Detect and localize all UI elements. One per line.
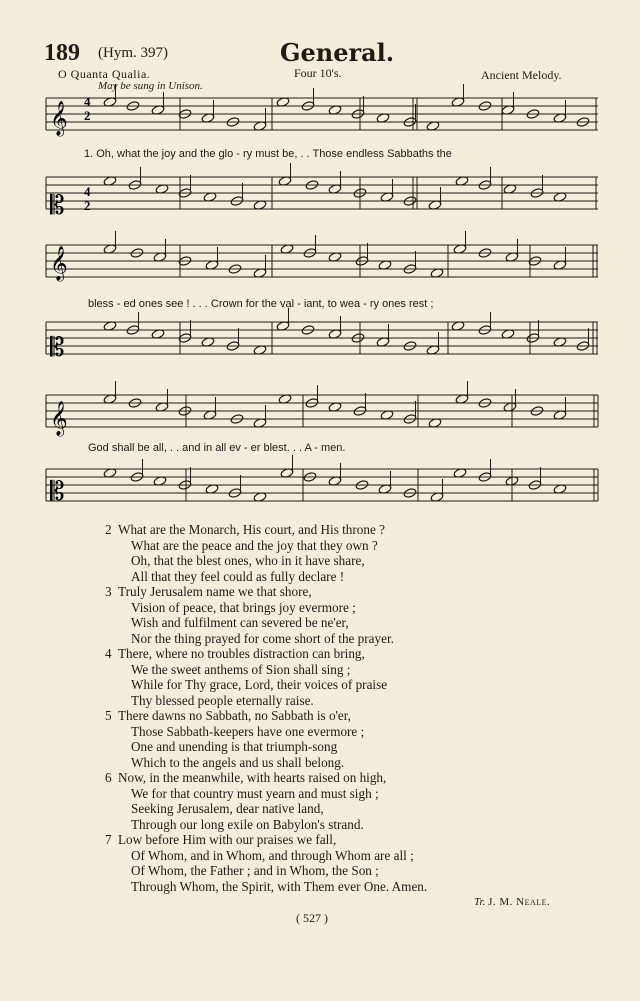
verse-line — [118, 739, 427, 755]
lyrics-line: bless - ed ones see ! . . . Crown for the val - iant, to wea - ry ones rest ; — [88, 298, 434, 310]
translator-credit — [474, 896, 550, 908]
verse-number: 3 — [105, 584, 112, 599]
composer: Ancient Melody. — [481, 68, 562, 82]
translator-name: J. M. Neale. — [488, 896, 551, 908]
verse-text: Thy blessed people eternally raise. — [131, 692, 314, 708]
verse-text: Through Whom, the Spirit, with Them ever One. Amen. — [131, 878, 428, 894]
verse-line — [118, 879, 427, 895]
verse-line — [118, 538, 427, 554]
meter: Four 10's. — [294, 66, 342, 80]
treble-clef-icon: 𝄞 — [50, 246, 68, 281]
verse-text: All that they feel could as fully declare ! — [131, 568, 345, 584]
performance-direction: May be sung in Unison. — [98, 80, 203, 92]
verse-text: There dawns no Sabbath, no Sabbath is o'er, — [118, 708, 351, 723]
verse-line — [118, 801, 427, 817]
verse-line — [118, 863, 427, 879]
verse-text: Nor the thing prayed for come short of the prayer. — [131, 630, 394, 646]
verse-text: Oh, that the blest ones, who in it have share, — [131, 553, 365, 568]
verse-line — [118, 662, 427, 678]
c-clef-icon: 𝄡 — [50, 333, 65, 363]
verse-line — [118, 553, 427, 569]
translator-prefix: Tr. — [474, 896, 486, 908]
verse-number: 2 — [105, 522, 112, 537]
treble-clef-icon: 𝄞 — [50, 101, 68, 136]
verse-text: Vision of peace, that brings joy evermore ; — [131, 599, 356, 615]
verse-text: One and unending is that triumph-song — [131, 739, 338, 754]
verse-text: Of Whom, and in Whom, and through Whom are all ; — [131, 847, 414, 863]
verse-text: Low before Him with our praises we fall, — [118, 832, 337, 847]
verse-text: While for Thy grace, Lord, their voices of praise — [131, 677, 388, 692]
verse-line — [118, 786, 427, 802]
verse-text: There, where no troubles distraction can bring, — [118, 646, 365, 661]
treble-clef-icon: 𝄞 — [50, 401, 68, 436]
verse-line — [118, 615, 427, 631]
time-signature-top: 4 — [84, 184, 91, 199]
verse-line — [118, 677, 427, 693]
hymn-number: 189 — [44, 40, 80, 66]
verse-number: 4 — [105, 646, 112, 661]
verse-line — [118, 724, 427, 740]
verses — [105, 522, 428, 894]
section-title: General. — [280, 38, 395, 67]
note-heads — [103, 84, 590, 502]
page-number: ( 527 ) — [296, 911, 328, 925]
verse-text: Wish and fulfilment can severed be ne'er, — [131, 615, 349, 630]
verse-text: Of Whom, the Father ; and in Whom, the Son ; — [131, 863, 379, 878]
verse-text: We the sweet anthems of Sion shall sing ; — [131, 661, 351, 677]
verse-line — [105, 770, 427, 786]
verse-line — [105, 708, 427, 724]
tune-name: O Quanta Qualia. — [58, 67, 151, 81]
verse-text: What are the peace and the joy that they own ? — [131, 537, 378, 553]
hymn-reference: (Hym. 397) — [98, 45, 168, 61]
lyrics-line: God shall be all, . . and in all ev - er blest. . . A - men. — [88, 442, 346, 454]
verse-number: 6 — [105, 770, 112, 785]
verse-text: Truly Jerusalem name we that shore, — [118, 584, 312, 599]
c-clef-icon: 𝄡 — [50, 191, 65, 221]
c-clef-icon: 𝄡 — [50, 477, 65, 507]
verse-line — [118, 569, 427, 585]
verse-text: We for that country must yearn and must sigh ; — [131, 785, 379, 801]
verse-line — [118, 755, 427, 771]
verse-number: 5 — [105, 708, 112, 723]
verse-line — [118, 817, 427, 833]
verse-number: 7 — [105, 832, 112, 847]
verse-text: What are the Monarch, His court, and His throne ? — [118, 522, 385, 537]
verse-text: Through our long exile on Babylon's strand. — [131, 816, 364, 832]
verse-line — [105, 646, 427, 662]
verse-line — [105, 584, 427, 600]
verse-line — [105, 522, 427, 538]
verse-text: Those Sabbath-keepers have one evermore ; — [131, 723, 365, 739]
verse-text: Seeking Jerusalem, dear native land, — [131, 801, 324, 816]
verse-line — [118, 848, 427, 864]
time-signature-bottom: 2 — [84, 108, 91, 123]
verse-text: Which to the angels and us shall belong. — [131, 754, 345, 770]
lyrics-line: 1. Oh, what the joy and the glo - ry must be, . . Those endless Sabbaths the — [84, 148, 452, 160]
verse-line — [118, 693, 427, 709]
time-signature-top: 4 — [84, 94, 91, 109]
time-signature-bottom: 2 — [84, 198, 91, 213]
verse-text: Now, in the meanwhile, with hearts raised on high, — [118, 770, 387, 785]
verse-line — [105, 832, 427, 848]
verse-line — [118, 600, 427, 616]
verse-line — [118, 631, 427, 647]
